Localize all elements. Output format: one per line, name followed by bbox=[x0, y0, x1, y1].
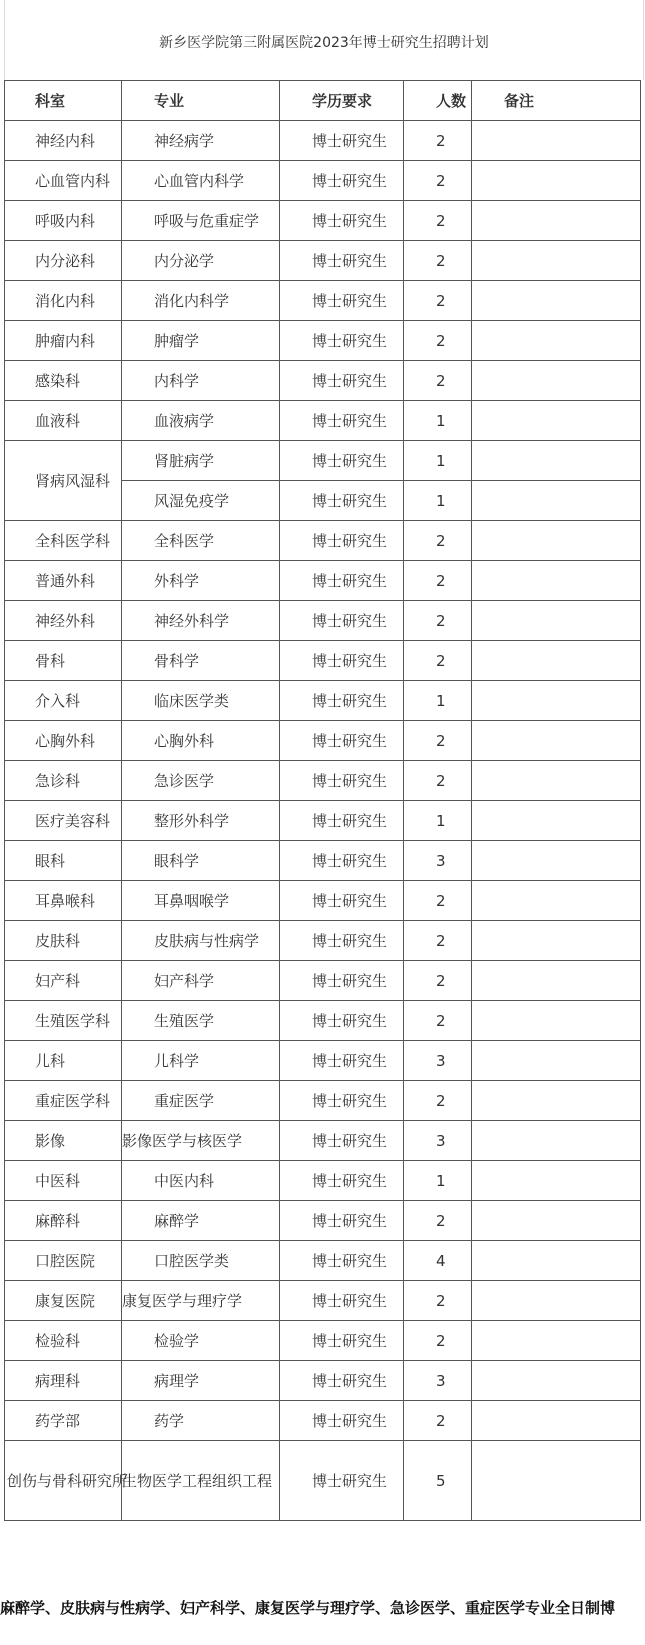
cell-remarks bbox=[472, 161, 641, 201]
cell-education: 博士研究生 bbox=[280, 121, 404, 161]
cell-dept: 消化内科 bbox=[5, 281, 122, 321]
cell-count: 2 bbox=[404, 321, 472, 361]
cell-education: 博士研究生 bbox=[280, 161, 404, 201]
cell-major: 口腔医学类 bbox=[122, 1241, 280, 1281]
cell-dept: 神经内科 bbox=[5, 121, 122, 161]
cell-remarks bbox=[472, 921, 641, 961]
cell-count: 2 bbox=[404, 601, 472, 641]
cell-dept: 妇产科 bbox=[5, 961, 122, 1001]
cell-major: 检验学 bbox=[122, 1321, 280, 1361]
cell-education: 博士研究生 bbox=[280, 841, 404, 881]
cell-remarks bbox=[472, 1081, 641, 1121]
cell-count: 2 bbox=[404, 641, 472, 681]
header-remarks: 备注 bbox=[472, 81, 641, 121]
cell-education: 博士研究生 bbox=[280, 201, 404, 241]
table-row bbox=[5, 601, 641, 641]
cell-major: 肿瘤学 bbox=[122, 321, 280, 361]
cell-remarks bbox=[472, 521, 641, 561]
table-row bbox=[5, 1201, 641, 1241]
cell-dept: 药学部 bbox=[5, 1401, 122, 1441]
cell-major: 影像医学与核医学 bbox=[122, 1121, 280, 1161]
cell-dept: 骨科 bbox=[5, 641, 122, 681]
cell-education: 博士研究生 bbox=[280, 1361, 404, 1401]
cell-education: 博士研究生 bbox=[280, 481, 404, 521]
table-row bbox=[5, 1041, 641, 1081]
table-body bbox=[5, 121, 641, 1521]
cell-count: 1 bbox=[404, 681, 472, 721]
cell-major: 儿科学 bbox=[122, 1041, 280, 1081]
cell-count: 1 bbox=[404, 1161, 472, 1201]
cell-major: 耳鼻咽喉学 bbox=[122, 881, 280, 921]
cell-dept: 生殖医学科 bbox=[5, 1001, 122, 1041]
cell-count: 2 bbox=[404, 1081, 472, 1121]
cell-education: 博士研究生 bbox=[280, 1201, 404, 1241]
cell-remarks bbox=[472, 801, 641, 841]
cell-remarks bbox=[472, 1161, 641, 1201]
header-dept: 科室 bbox=[5, 81, 122, 121]
table-row bbox=[5, 921, 641, 961]
table-row bbox=[5, 961, 641, 1001]
table-row bbox=[5, 241, 641, 281]
cell-dept: 全科医学科 bbox=[5, 521, 122, 561]
cell-remarks bbox=[472, 1201, 641, 1241]
cell-count: 2 bbox=[404, 561, 472, 601]
cell-dept: 肾病风湿科 bbox=[5, 441, 122, 521]
cell-count: 2 bbox=[404, 1401, 472, 1441]
cell-remarks bbox=[472, 441, 641, 481]
cell-count: 1 bbox=[404, 481, 472, 521]
cell-education: 博士研究生 bbox=[280, 1321, 404, 1361]
cell-count: 3 bbox=[404, 1121, 472, 1161]
cell-major: 麻醉学 bbox=[122, 1201, 280, 1241]
cell-dept: 耳鼻喉科 bbox=[5, 881, 122, 921]
table-row bbox=[5, 441, 641, 481]
cell-remarks bbox=[472, 1241, 641, 1281]
cell-education: 博士研究生 bbox=[280, 641, 404, 681]
cell-remarks bbox=[472, 121, 641, 161]
table-row bbox=[5, 321, 641, 361]
cell-education: 博士研究生 bbox=[280, 401, 404, 441]
cell-major: 内分泌学 bbox=[122, 241, 280, 281]
cell-count: 2 bbox=[404, 881, 472, 921]
cell-major: 神经病学 bbox=[122, 121, 280, 161]
cell-count: 2 bbox=[404, 1001, 472, 1041]
table-row bbox=[5, 1081, 641, 1121]
cell-count: 2 bbox=[404, 241, 472, 281]
cell-dept: 眼科 bbox=[5, 841, 122, 881]
cell-remarks bbox=[472, 361, 641, 401]
cell-count: 2 bbox=[404, 161, 472, 201]
cell-remarks bbox=[472, 881, 641, 921]
cell-count: 2 bbox=[404, 121, 472, 161]
cell-count: 3 bbox=[404, 1041, 472, 1081]
table-row bbox=[5, 1321, 641, 1361]
table-row bbox=[5, 681, 641, 721]
table-row bbox=[5, 121, 641, 161]
table-row bbox=[5, 1161, 641, 1201]
cell-dept: 康复医院 bbox=[5, 1281, 122, 1321]
cell-major: 药学 bbox=[122, 1401, 280, 1441]
cell-dept: 中医科 bbox=[5, 1161, 122, 1201]
cell-education: 博士研究生 bbox=[280, 761, 404, 801]
cell-dept: 重症医学科 bbox=[5, 1081, 122, 1121]
cell-remarks bbox=[472, 1281, 641, 1321]
cell-major: 心胸外科 bbox=[122, 721, 280, 761]
cell-remarks bbox=[472, 1441, 641, 1521]
cell-remarks bbox=[472, 601, 641, 641]
cell-dept: 口腔医院 bbox=[5, 1241, 122, 1281]
cell-education: 博士研究生 bbox=[280, 681, 404, 721]
cell-major: 眼科学 bbox=[122, 841, 280, 881]
cell-dept: 麻醉科 bbox=[5, 1201, 122, 1241]
cell-major: 临床医学类 bbox=[122, 681, 280, 721]
table-row bbox=[5, 1121, 641, 1161]
cell-dept: 血液科 bbox=[5, 401, 122, 441]
cell-remarks bbox=[472, 321, 641, 361]
cell-education: 博士研究生 bbox=[280, 961, 404, 1001]
cell-count: 1 bbox=[404, 401, 472, 441]
page-title: 新乡医学院第三附属医院2023年博士研究生招聘计划 bbox=[159, 35, 489, 51]
cell-remarks bbox=[472, 681, 641, 721]
cell-education: 博士研究生 bbox=[280, 561, 404, 601]
cell-education: 博士研究生 bbox=[280, 281, 404, 321]
cell-education: 博士研究生 bbox=[280, 801, 404, 841]
cell-major: 神经外科学 bbox=[122, 601, 280, 641]
cell-count: 2 bbox=[404, 921, 472, 961]
cell-dept: 儿科 bbox=[5, 1041, 122, 1081]
cell-major: 骨科学 bbox=[122, 641, 280, 681]
cell-education: 博士研究生 bbox=[280, 321, 404, 361]
cell-dept: 心血管内科 bbox=[5, 161, 122, 201]
cell-count: 2 bbox=[404, 1201, 472, 1241]
header-education: 学历要求 bbox=[280, 81, 404, 121]
footer-note: 麻醉学、皮肤病与性病学、妇产科学、康复医学与理疗学、急诊医学、重症医学专业全日制博 bbox=[0, 1599, 616, 1617]
cell-education: 博士研究生 bbox=[280, 721, 404, 761]
cell-remarks bbox=[472, 1001, 641, 1041]
cell-remarks bbox=[472, 961, 641, 1001]
cell-dept: 医疗美容科 bbox=[5, 801, 122, 841]
cell-dept: 内分泌科 bbox=[5, 241, 122, 281]
cell-education: 博士研究生 bbox=[280, 1161, 404, 1201]
cell-education: 博士研究生 bbox=[280, 921, 404, 961]
cell-education: 博士研究生 bbox=[280, 361, 404, 401]
table-row bbox=[5, 521, 641, 561]
cell-education: 博士研究生 bbox=[280, 1441, 404, 1521]
cell-education: 博士研究生 bbox=[280, 1081, 404, 1121]
cell-dept: 创伤与骨科研究所 bbox=[5, 1441, 122, 1521]
cell-count: 2 bbox=[404, 1281, 472, 1321]
cell-remarks bbox=[472, 201, 641, 241]
cell-major: 皮肤病与性病学 bbox=[122, 921, 280, 961]
cell-education: 博士研究生 bbox=[280, 881, 404, 921]
cell-dept: 急诊科 bbox=[5, 761, 122, 801]
header-count: 人数 bbox=[404, 81, 472, 121]
table-row bbox=[5, 201, 641, 241]
cell-education: 博士研究生 bbox=[280, 241, 404, 281]
cell-education: 博士研究生 bbox=[280, 1121, 404, 1161]
cell-remarks bbox=[472, 481, 641, 521]
recruitment-table bbox=[4, 80, 641, 1521]
cell-dept: 皮肤科 bbox=[5, 921, 122, 961]
cell-remarks bbox=[472, 561, 641, 601]
table-row bbox=[5, 401, 641, 441]
cell-count: 3 bbox=[404, 1361, 472, 1401]
cell-count: 2 bbox=[404, 761, 472, 801]
cell-major: 中医内科 bbox=[122, 1161, 280, 1201]
table-row bbox=[5, 641, 641, 681]
cell-major: 呼吸与危重症学 bbox=[122, 201, 280, 241]
title-box bbox=[4, 0, 644, 80]
cell-major: 生物医学工程组织工程 bbox=[122, 1441, 280, 1521]
cell-major: 整形外科学 bbox=[122, 801, 280, 841]
cell-count: 4 bbox=[404, 1241, 472, 1281]
cell-count: 3 bbox=[404, 841, 472, 881]
cell-remarks bbox=[472, 401, 641, 441]
cell-count: 2 bbox=[404, 201, 472, 241]
cell-major: 风湿免疫学 bbox=[122, 481, 280, 521]
cell-major: 生殖医学 bbox=[122, 1001, 280, 1041]
cell-major: 消化内科学 bbox=[122, 281, 280, 321]
cell-major: 外科学 bbox=[122, 561, 280, 601]
table-row bbox=[5, 1401, 641, 1441]
cell-education: 博士研究生 bbox=[280, 601, 404, 641]
cell-count: 1 bbox=[404, 441, 472, 481]
cell-dept: 呼吸内科 bbox=[5, 201, 122, 241]
table-row bbox=[5, 361, 641, 401]
cell-major: 血液病学 bbox=[122, 401, 280, 441]
cell-remarks bbox=[472, 1401, 641, 1441]
table-row bbox=[5, 1441, 641, 1521]
cell-education: 博士研究生 bbox=[280, 1041, 404, 1081]
cell-remarks bbox=[472, 1121, 641, 1161]
cell-major: 重症医学 bbox=[122, 1081, 280, 1121]
table-row bbox=[5, 1361, 641, 1401]
table-row bbox=[5, 761, 641, 801]
cell-major: 全科医学 bbox=[122, 521, 280, 561]
table-row bbox=[5, 881, 641, 921]
table-header-row bbox=[5, 81, 641, 121]
cell-remarks bbox=[472, 721, 641, 761]
cell-dept: 影像 bbox=[5, 1121, 122, 1161]
cell-count: 2 bbox=[404, 1321, 472, 1361]
table-row bbox=[5, 1001, 641, 1041]
cell-count: 2 bbox=[404, 361, 472, 401]
cell-remarks bbox=[472, 841, 641, 881]
cell-major: 急诊医学 bbox=[122, 761, 280, 801]
cell-remarks bbox=[472, 1361, 641, 1401]
cell-dept: 感染科 bbox=[5, 361, 122, 401]
table-row bbox=[5, 1241, 641, 1281]
cell-count: 2 bbox=[404, 721, 472, 761]
cell-education: 博士研究生 bbox=[280, 1241, 404, 1281]
cell-dept: 介入科 bbox=[5, 681, 122, 721]
table-row bbox=[5, 561, 641, 601]
cell-remarks bbox=[472, 1321, 641, 1361]
cell-education: 博士研究生 bbox=[280, 1001, 404, 1041]
cell-dept: 普通外科 bbox=[5, 561, 122, 601]
cell-education: 博士研究生 bbox=[280, 1401, 404, 1441]
cell-remarks bbox=[472, 761, 641, 801]
cell-major: 心血管内科学 bbox=[122, 161, 280, 201]
cell-major: 病理学 bbox=[122, 1361, 280, 1401]
cell-major: 肾脏病学 bbox=[122, 441, 280, 481]
cell-dept: 肿瘤内科 bbox=[5, 321, 122, 361]
cell-count: 2 bbox=[404, 281, 472, 321]
cell-remarks bbox=[472, 641, 641, 681]
cell-remarks bbox=[472, 281, 641, 321]
table-row bbox=[5, 801, 641, 841]
cell-dept: 检验科 bbox=[5, 1321, 122, 1361]
cell-education: 博士研究生 bbox=[280, 521, 404, 561]
cell-dept: 病理科 bbox=[5, 1361, 122, 1401]
cell-count: 5 bbox=[404, 1441, 472, 1521]
cell-remarks bbox=[472, 1041, 641, 1081]
table-row bbox=[5, 161, 641, 201]
table-row bbox=[5, 281, 641, 321]
cell-education: 博士研究生 bbox=[280, 1281, 404, 1321]
cell-dept: 心胸外科 bbox=[5, 721, 122, 761]
header-major: 专业 bbox=[122, 81, 280, 121]
table-row bbox=[5, 1281, 641, 1321]
cell-remarks bbox=[472, 241, 641, 281]
table-row bbox=[5, 841, 641, 881]
cell-count: 1 bbox=[404, 801, 472, 841]
cell-education: 博士研究生 bbox=[280, 441, 404, 481]
table-row bbox=[5, 721, 641, 761]
cell-count: 2 bbox=[404, 521, 472, 561]
cell-count: 2 bbox=[404, 961, 472, 1001]
cell-dept: 神经外科 bbox=[5, 601, 122, 641]
cell-major: 内科学 bbox=[122, 361, 280, 401]
cell-major: 康复医学与理疗学 bbox=[122, 1281, 280, 1321]
cell-major: 妇产科学 bbox=[122, 961, 280, 1001]
